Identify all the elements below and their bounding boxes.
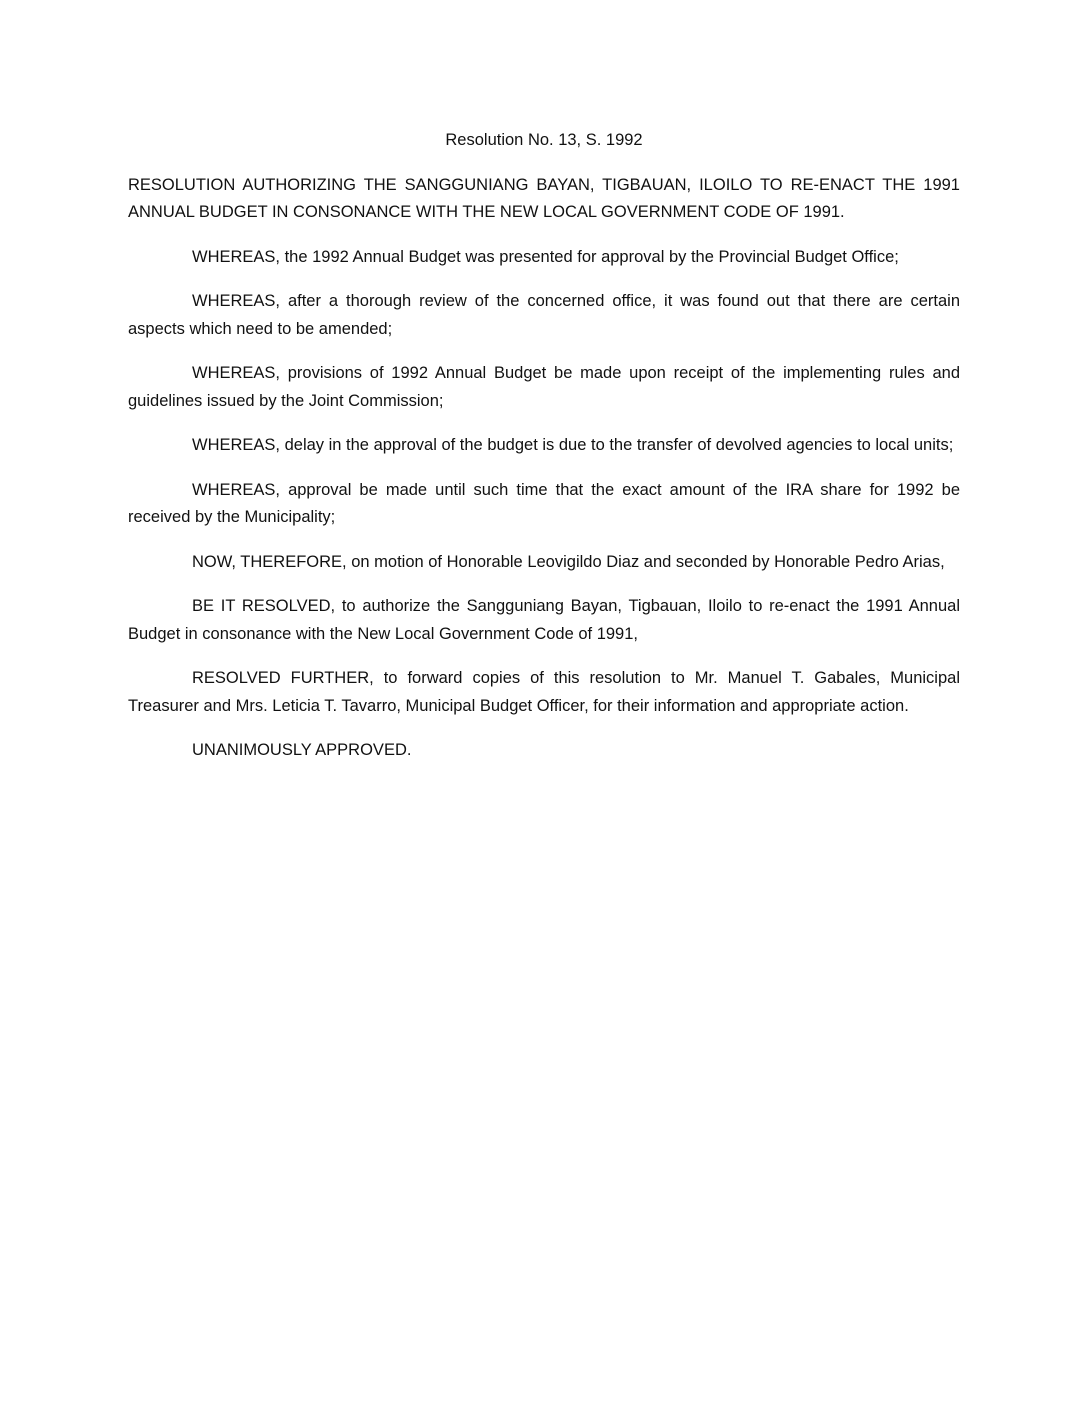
- whereas-paragraph-5: WHEREAS, approval be made until such time that the exact amount of the IRA share for 1992 be received by the Municipality;: [128, 480, 960, 526]
- resolution-heading: RESOLUTION AUTHORIZING THE SANGGUNIANG BAYAN, TIGBAUAN, ILOILO TO RE-ENACT THE 1991 ANNUAL BUDGET IN CONSONANCE WITH THE NEW LOCAL GOVERNMENT CODE OF 1991.: [128, 175, 960, 221]
- motion-paragraph: NOW, THEREFORE, on motion of Honorable Leovigildo Diaz and seconded by Honorable Pedro Arias,: [192, 552, 945, 571]
- whereas-paragraph-4: WHEREAS, delay in the approval of the budget is due to the transfer of devolved agencies to local units;: [192, 436, 954, 454]
- whereas-paragraph-3: WHEREAS, provisions of 1992 Annual Budget be made upon receipt of the implementing rules and guidelines issued by the Joint Commission;: [128, 364, 960, 410]
- approval-statement: UNANIMOUSLY APPROVED.: [192, 741, 412, 759]
- document-body: [128, 127, 960, 765]
- resolution-title: Resolution No. 13, S. 1992: [445, 131, 643, 149]
- whereas-paragraph-1: WHEREAS, the 1992 Annual Budget was presented for approval by the Provincial Budget Office;: [192, 247, 899, 266]
- resolved-further-paragraph: RESOLVED FURTHER, to forward copies of this resolution to Mr. Manuel T. Gabales, Municipal Treasurer and Mrs. Leticia T. Tavarro, Municipal Budget Officer, for their information and appropriate action.: [128, 669, 960, 715]
- resolved-paragraph: BE IT RESOLVED, to authorize the Sangguniang Bayan, Tigbauan, Iloilo to re-enact the 1991 Annual Budget in consonance with the New Local Government Code of 1991,: [128, 597, 960, 643]
- whereas-paragraph-2: WHEREAS, after a thorough review of the concerned office, it was found out that there are certain aspects which need to be amended;: [128, 292, 960, 338]
